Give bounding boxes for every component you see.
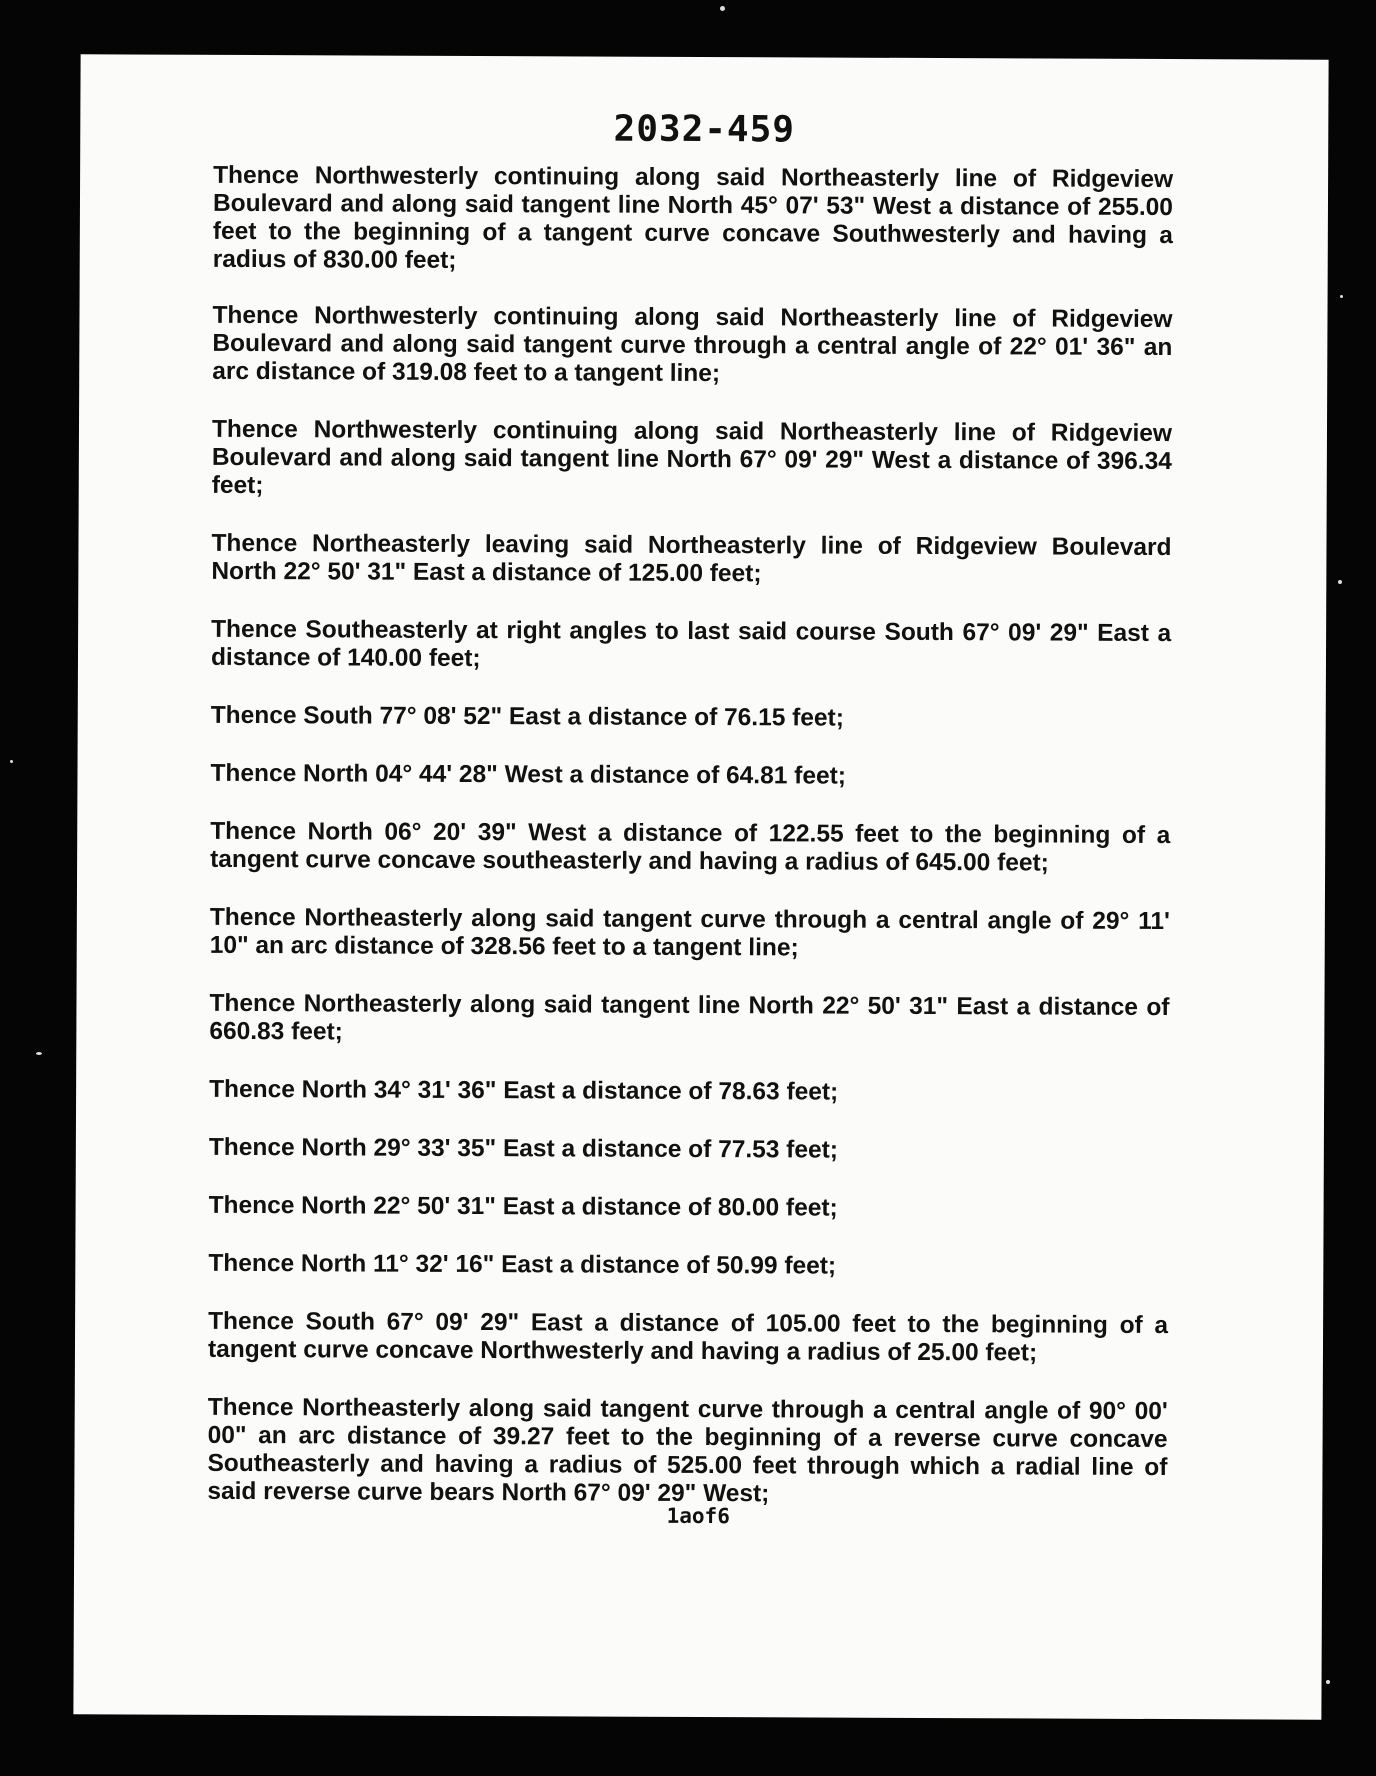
course-paragraph-5: Thence Southeasterly at right angles to last said course South 67° 09' 29" East a distance of 140.00 feet; (210, 615, 1172, 673)
course-paragraph-14: Thence North 11° 32' 16" East a distance of 50.99 feet; (208, 1249, 837, 1280)
scan-speck (36, 1052, 42, 1055)
course-paragraph-6: Thence South 77° 08' 52" East a distance of 76.15 feet; (210, 701, 844, 732)
scan-speck (1340, 295, 1343, 298)
course-paragraph-7: Thence North 04° 44' 28" West a distance of 64.81 feet; (210, 759, 846, 790)
legal-description (207, 162, 1173, 1510)
course-paragraph-8: Thence North 06° 20' 39" West a distance of 122.55 feet to the beginning of a tangent curve concave southeasterly and having a radius of 645.00 feet; (210, 817, 1171, 877)
scan-speck (720, 6, 725, 11)
scan-speck (1326, 1680, 1330, 1684)
scan-speck (1338, 580, 1342, 584)
course-paragraph-10: Thence Northeasterly along said tangent line North 22° 50' 31" East a distance of 660.83 feet; (209, 989, 1170, 1046)
course-paragraph-1: Thence Northwesterly continuing along said Northeasterly line of Ridgeview Boulevard and along said tangent line North 45° 07' 53" West a distance of 255.00 feet to the beginning of a tangent curve concave Southwesterly and having a radius of 830.00 feet; (212, 161, 1174, 274)
document-number: 2032-459 (613, 108, 796, 151)
course-paragraph-4: Thence Northeasterly leaving said Northeasterly line of Ridgeview Boulevard North 22° 50' 31" East a distance of 125.00 feet; (211, 529, 1172, 588)
document-page (73, 54, 1328, 1719)
course-paragraph-12: Thence North 29° 33' 35" East a distance of 77.53 feet; (208, 1133, 839, 1164)
course-paragraph-3: Thence Northwesterly continuing along said Northeasterly line of Ridgeview Boulevard and along said tangent line North 67° 09' 29" West a distance of 396.34 feet; (211, 415, 1173, 500)
scan-speck (10, 760, 13, 763)
course-paragraph-16: Thence Northeasterly along said tangent curve through a central angle of 90° 00' 00" an arc distance of 39.27 feet to the beginning of a reverse curve concave Southeasterly and having a radius of 525.00 feet through which a radial line of said reverse curve bears North 67° 09' 29" West; (207, 1393, 1168, 1508)
page-number: 1aof6 (666, 1503, 730, 1529)
course-paragraph-2: Thence Northwesterly continuing along said Northeasterly line of Ridgeview Boulevard and along said tangent curve through a central angle of 22° 01' 36" an arc distance of 319.08 feet to a tangent line; (212, 301, 1173, 388)
course-paragraph-11: Thence North 34° 31' 36" East a distance of 78.63 feet; (209, 1075, 839, 1106)
course-paragraph-13: Thence North 22° 50' 31" East a distance of 80.00 feet; (208, 1191, 838, 1222)
course-paragraph-9: Thence Northeasterly along said tangent curve through a central angle of 29° 11' 10" an arc distance of 328.56 feet to a tangent line; (209, 903, 1170, 962)
course-paragraph-15: Thence South 67° 09' 29" East a distance of 105.00 feet to the beginning of a tangent curve concave Northwesterly and having a radius of 25.00 feet; (207, 1307, 1169, 1367)
